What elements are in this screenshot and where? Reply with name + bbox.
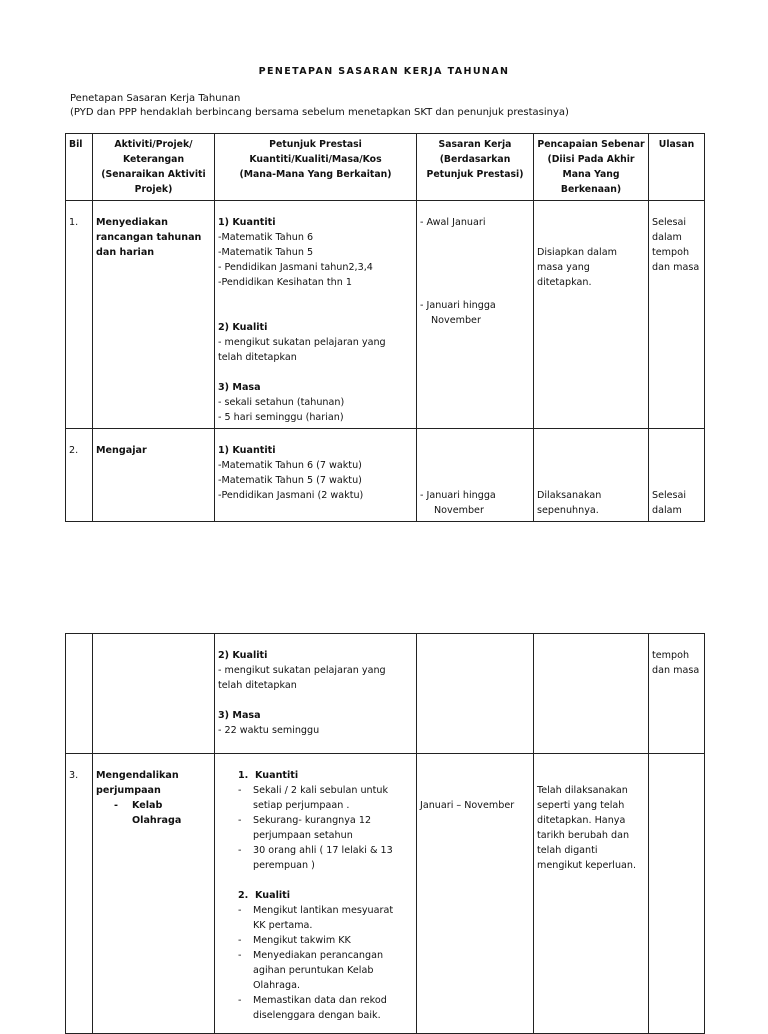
table-row <box>66 634 705 754</box>
row2-bil: 2. <box>66 429 93 522</box>
row3-sasaran: Januari – November <box>417 754 534 1034</box>
row1-ulasan: Selesai dalam tempoh dan masa <box>649 201 705 429</box>
table-header-row <box>66 134 705 201</box>
row3-pencapaian: Telah dilaksanakan seperti yang telah ditetapkan. Hanya tarikh berubah dan telah diganti mengikut keperluan. <box>534 754 649 1034</box>
header-bil: Bil <box>66 134 93 201</box>
row1-sasaran: - Awal Januari - Januari hingga November <box>417 201 534 429</box>
row2b-ulasan: tempoh dan masa <box>649 634 705 754</box>
header-pencapaian: Pencapaian Sebenar (Diisi Pada Akhir Mana Yang Berkenaan) <box>534 134 649 201</box>
header-sasaran: Sasaran Kerja (Berdasarkan Petunjuk Prestasi) <box>417 134 534 201</box>
row1-pencapaian: Disiapkan dalam masa yang ditetapkan. <box>534 201 649 429</box>
table-row <box>66 429 705 522</box>
row3-petunjuk: 1. Kuantiti - Sekali / 2 kali sebulan untuk setiap perjumpaan . - Sekurang- kurangnya 12 perjumpaan setahun - 30 orang ahli ( 17 lelaki & 13 perempuan ) 2. Kualiti - Mengikut lantikan mesyuarat KK pertama. - Mengikut takwim KK - Menyediakan perancangan agihan peruntukan Kelab Olahraga. - Memastikan data dan rekod diselenggara dengan baik. <box>215 754 417 1034</box>
row1-bil: 1. <box>66 201 93 429</box>
row2-ulasan: Selesai dalam <box>649 429 705 522</box>
row1-kualiti-head: 2) Kualiti <box>218 322 268 333</box>
row2-petunjuk: 1) Kuantiti -Matematik Tahun 6 (7 waktu) -Matematik Tahun 5 (7 waktu) -Pendidikan Jasmani (2 waktu) <box>215 429 417 522</box>
row2-sasaran: - Januari hingga November <box>417 429 534 522</box>
row2-aktiviti: Mengajar <box>93 429 215 522</box>
row2-pencapaian: Dilaksanakan sepenuhnya. <box>534 429 649 522</box>
page-title: PENETAPAN SASARAN KERJA TAHUNAN <box>258 66 510 77</box>
table-row <box>66 754 705 1034</box>
header-ulasan: Ulasan <box>649 134 705 201</box>
intro-line-2: (PYD dan PPP hendaklah berbincang bersama sebelum menetapkan SKT dan penunjuk prestasinya) <box>70 107 569 118</box>
intro-text <box>70 92 569 120</box>
row3-bil: 3. <box>66 754 93 1034</box>
row2b-petunjuk: 2) Kualiti - mengikut sukatan pelajaran yang telah ditetapkan 3) Masa - 22 waktu seminggu <box>215 634 417 754</box>
row3-aktiviti: Mengendalikan perjumpaan - Kelab Olahraga <box>93 754 215 1034</box>
row1-masa-head: 3) Masa <box>218 382 261 393</box>
row1-petunjuk: 1) Kuantiti -Matematik Tahun 6 -Matematik Tahun 5 - Pendidikan Jasmani tahun2,3,4 -Pendidikan Kesihatan thn 1 2) Kualiti - mengikut sukatan pelajaran yang telah ditetapkan 3) Masa - sekali setahun (tahunan) - 5 hari seminggu (harian) <box>215 201 417 429</box>
row3-kuantiti-head: Kuantiti <box>255 770 299 781</box>
row3-kualiti-head: Kualiti <box>255 890 291 901</box>
header-petunjuk: Petunjuk Prestasi Kuantiti/Kualiti/Masa/Kos (Mana-Mana Yang Berkaitan) <box>215 134 417 201</box>
row1-aktiviti: Menyediakan rancangan tahunan dan harian <box>93 201 215 429</box>
header-aktiviti: Aktiviti/Projek/ Keterangan (Senaraikan Aktiviti Projek) <box>93 134 215 201</box>
intro-line-1: Penetapan Sasaran Kerja Tahunan <box>70 93 241 104</box>
skt-table-top <box>65 133 705 522</box>
row1-kuantiti-head: 1) Kuantiti <box>218 217 276 228</box>
table-row <box>66 201 705 429</box>
skt-table-bottom <box>65 633 705 1034</box>
